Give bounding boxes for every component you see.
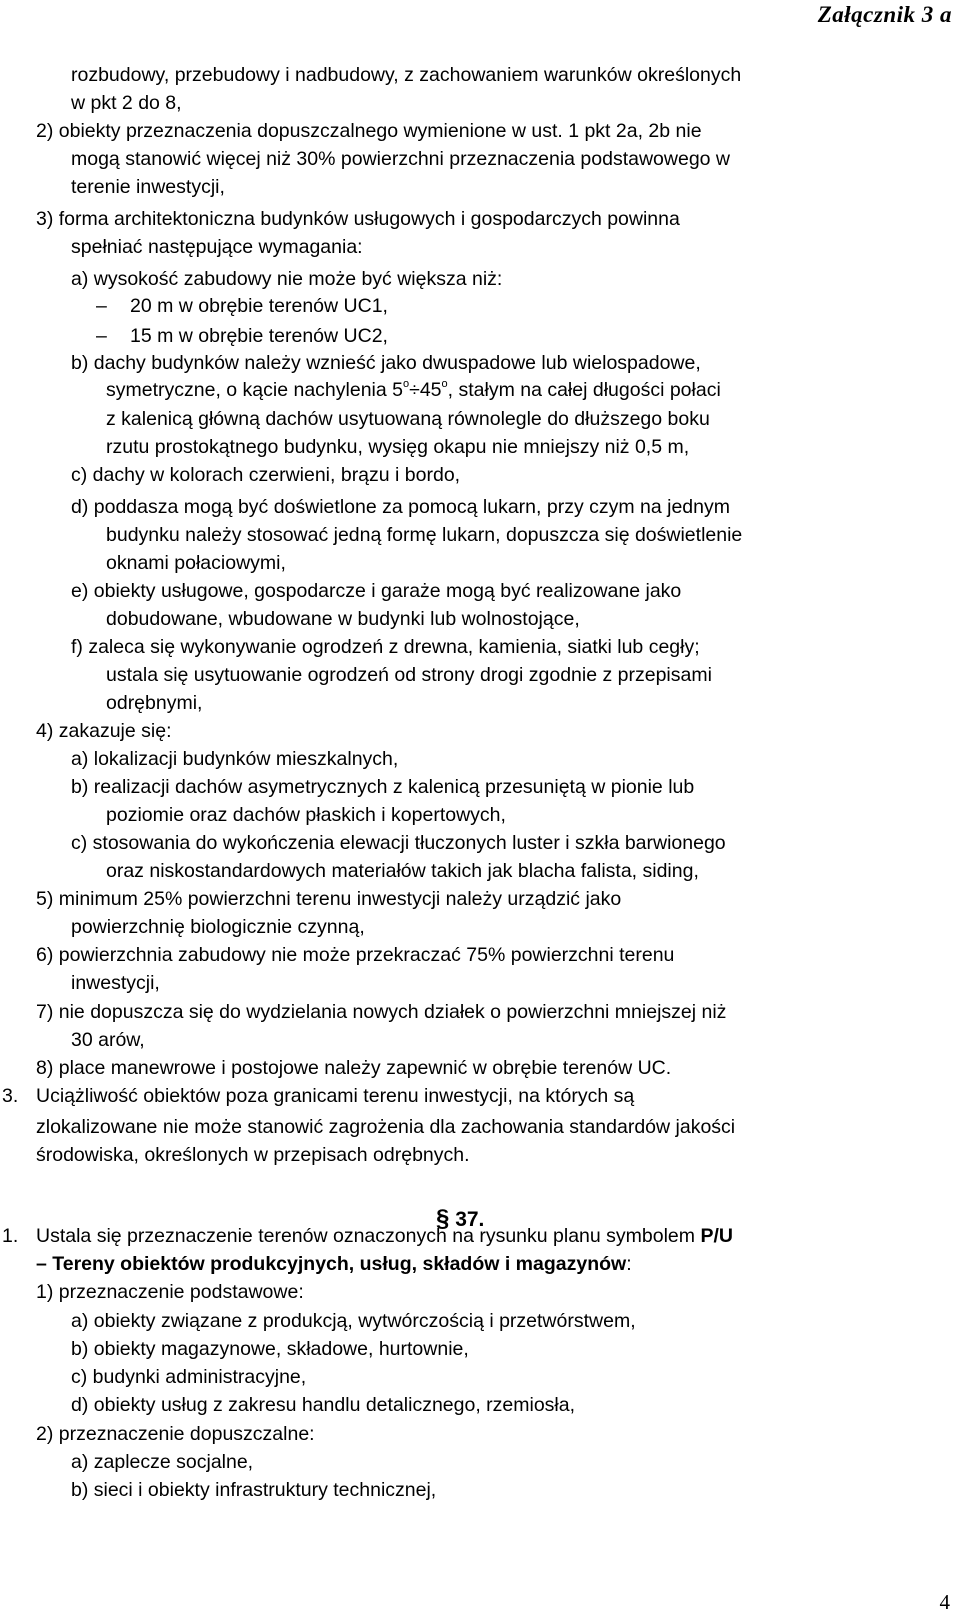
text-line: środowiska, określonych w przepisach odrębnych. [36, 1144, 470, 1166]
text-line: 1) przeznaczenie podstawowe: [36, 1281, 304, 1303]
text-fragment: 45 [419, 379, 442, 401]
division-sign: ÷ [409, 379, 420, 401]
text-line: 6) powierzchnia zabudowy nie może przekraczać 75% powierzchni terenu [36, 944, 675, 966]
text-line: inwestycji, [71, 972, 160, 994]
text-line: 2) obiekty przeznaczenia dopuszczalnego wymienione w ust. 1 pkt 2a, 2b nie [36, 120, 702, 142]
dash-bullet: – [96, 295, 107, 317]
text-line: 15 m w obrębie terenów UC2, [130, 325, 388, 347]
text-line: e) obiekty usługowe, gospodarcze i garaże mogą być realizowane jako [71, 580, 682, 602]
text-line: c) dachy w kolorach czerwieni, brązu i bordo, [71, 464, 461, 486]
text-line: powierzchnię biologicznie czynną, [71, 916, 365, 938]
text-line: spełniać następujące wymagania: [71, 236, 363, 258]
text-line [106, 378, 721, 401]
text-line: a) lokalizacji budynków mieszkalnych, [71, 748, 399, 770]
text-line: d) poddasza mogą być doświetlone za pomocą lukarn, przy czym na jednym [71, 496, 730, 518]
text-fragment: symetryczne, o kącie nachylenia 5 [106, 379, 403, 401]
text-line: 3) forma architektoniczna budynków usługowych i gospodarczych powinna [36, 208, 680, 230]
zone-symbol: P/U [700, 1225, 733, 1247]
text-line: z kalenicą główną dachów usytuowaną równolegle do dłuższego boku [106, 408, 710, 430]
section-sign: § [436, 1205, 450, 1232]
text-line: oknami połaciowymi, [106, 552, 286, 574]
text-line: 7) nie dopuszcza się do wydzielania nowych działek o powierzchni mniejszej niż [36, 1001, 727, 1023]
zone-name: – Tereny obiektów produkcyjnych, usług, składów i magazynów [36, 1253, 627, 1275]
text-line: rozbudowy, przebudowy i nadbudowy, z zachowaniem warunków określonych [71, 64, 742, 86]
text-line: w pkt 2 do 8, [71, 92, 182, 114]
text-line: budynku należy stosować jedną formę lukarn, dopuszcza się doświetlenie [106, 524, 743, 546]
text-line: b) obiekty magazynowe, składowe, hurtownie, [71, 1338, 469, 1360]
text-line: 2) przeznaczenie dopuszczalne: [36, 1423, 315, 1445]
section-number: 37. [455, 1208, 485, 1231]
text-line [36, 1255, 632, 1275]
text-line: c) stosowania do wykończenia elewacji tłuczonych luster i szkła barwionego [71, 832, 726, 854]
text-line: a) obiekty związane z produkcją, wytwórczością i przetwórstwem, [71, 1310, 636, 1332]
text-line: a) zaplecze socjalne, [71, 1451, 254, 1473]
text-line: zlokalizowane nie może stanowić zagrożenia dla zachowania standardów jakości [36, 1116, 736, 1138]
dash-bullet: – [96, 325, 107, 347]
text-line: a) wysokość zabudowy nie może być większa niż: [71, 268, 503, 290]
text-line: b) realizacji dachów asymetrycznych z kalenicą przesuniętą w pionie lub [71, 776, 695, 798]
text-line: 30 arów, [71, 1029, 145, 1051]
text-line: c) budynki administracyjne, [71, 1366, 307, 1388]
degree-mark: o [441, 378, 448, 390]
text-line: 5) minimum 25% powierzchni terenu inwestycji należy urządzić jako [36, 888, 622, 910]
text-line: b) dachy budynków należy wznieść jako dwuspadowe lub wielospadowe, [71, 352, 701, 374]
text-line: d) obiekty usług z zakresu handlu detalicznego, rzemiosła, [71, 1394, 576, 1416]
text-line: 20 m w obrębie terenów UC1, [130, 295, 388, 317]
annex-header: Załącznik 3 a [817, 2, 952, 27]
text-line: dobudowane, wbudowane w budynki lub wolnostojące, [106, 608, 580, 630]
text-line: 8) place manewrowe i postojowe należy zapewnić w obrębie terenów UC. [36, 1057, 672, 1079]
text-line: 4) zakazuje się: [36, 720, 172, 742]
text-line [36, 1227, 733, 1247]
text-line: ustala się usytuowanie ogrodzeń od strony drogi zgodnie z przepisami [106, 664, 712, 686]
text-fragment: Ustala się przeznaczenie terenów oznaczonych na rysunku planu symbolem [36, 1225, 701, 1247]
text-line: b) sieci i obiekty infrastruktury technicznej, [71, 1479, 437, 1501]
degree-mark: o [402, 378, 410, 390]
text-fragment: : [626, 1253, 632, 1275]
paragraph-number: 3. [2, 1085, 19, 1107]
text-line: terenie inwestycji, [71, 176, 225, 198]
text-line: Uciążliwość obiektów poza granicami terenu inwestycji, na których są [36, 1085, 635, 1107]
page-number: 4 [939, 1590, 950, 1614]
paragraph-number: 1. [2, 1225, 19, 1247]
text-line: oraz niskostandardowych materiałów takich jak blacha falista, siding, [106, 860, 699, 882]
text-line: mogą stanowić więcej niż 30% powierzchni przeznaczenia podstawowego w [71, 148, 731, 170]
text-line: odrębnymi, [106, 692, 203, 714]
text-line: rzutu prostokątnego budynku, wysięg okapu nie mniejszy niż 0,5 m, [106, 436, 690, 458]
text-line: poziomie oraz dachów płaskich i kopertowych, [106, 804, 506, 826]
text-line: f) zaleca się wykonywanie ogrodzeń z drewna, kamienia, siatki lub cegły; [71, 636, 700, 658]
text-fragment: , stałym na całej długości połaci [447, 379, 721, 401]
